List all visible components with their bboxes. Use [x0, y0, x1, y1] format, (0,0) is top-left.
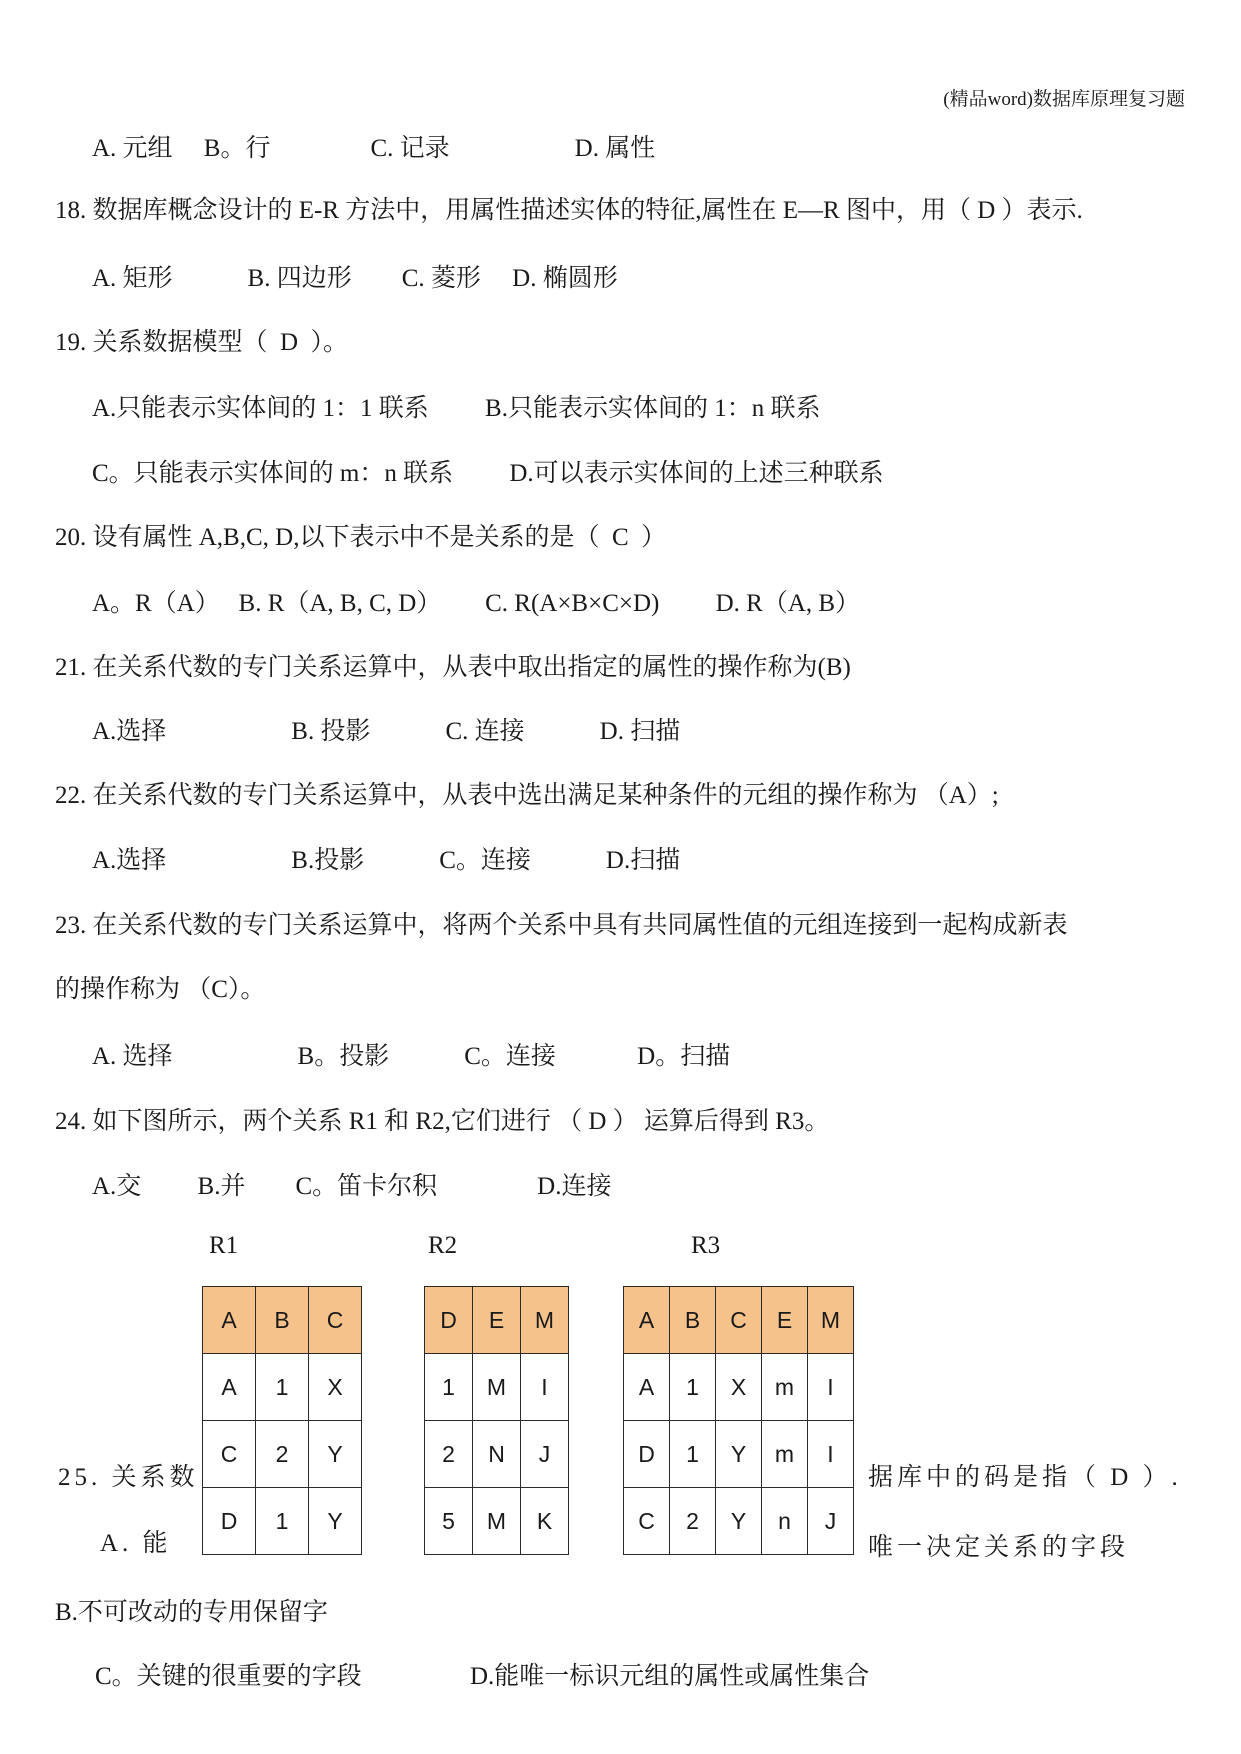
table-cell: K: [521, 1488, 569, 1555]
options-q19-cd: C。只能表示实体间的 m：n 联系 D.可以表示实体间的上述三种联系: [92, 460, 884, 487]
table-label-r3: R3: [691, 1232, 721, 1259]
options-q22: A.选择 B.投影 C。连接 D.扫描: [92, 847, 681, 874]
table-cell: 1: [425, 1354, 473, 1421]
question-19: 19. 关系数据模型（ D ）。: [55, 329, 349, 356]
question-21: 21. 在关系代数的专门关系运算中，从表中取出指定的属性的操作称为(B): [55, 654, 851, 681]
table-cell: m: [762, 1354, 808, 1421]
table-cell: X: [716, 1354, 762, 1421]
table-cell: J: [808, 1488, 854, 1555]
table-header-cell: C: [309, 1287, 362, 1354]
table-header-cell: M: [521, 1287, 569, 1354]
table-cell: m: [762, 1421, 808, 1488]
relation-table-r3: [623, 1286, 854, 1555]
table-label-r2: R2: [428, 1232, 458, 1259]
question-23-line2: 的操作称为 （C）。: [55, 976, 266, 1003]
relation-table-r1: [202, 1286, 362, 1555]
table-cell: 1: [670, 1354, 716, 1421]
table-cell: 2: [256, 1421, 309, 1488]
options-q24: A.交 B.并 C。笛卡尔积 D.连接: [92, 1173, 612, 1200]
table-cell: 1: [670, 1421, 716, 1488]
question-25-right-fragment: 据库中的码是指（ D ）.: [868, 1464, 1182, 1491]
question-25-left-fragment: 25. 关系数: [58, 1464, 199, 1491]
table-header-cell: B: [256, 1287, 309, 1354]
question-22: 22. 在关系代数的专门关系运算中，从表中选出满足某种条件的元组的操作称为 （A）;: [55, 782, 999, 809]
relation-table-r3-wrap: [623, 1286, 854, 1555]
table-cell: n: [762, 1488, 808, 1555]
option-25d: D.能唯一标识元组的属性或属性集合: [470, 1663, 870, 1690]
table-cell: D: [624, 1421, 670, 1488]
table-cell: A: [203, 1354, 256, 1421]
table-cell: C: [624, 1488, 670, 1555]
table-header-cell: C: [716, 1287, 762, 1354]
table-cell: 1: [256, 1354, 309, 1421]
relation-table-r2-wrap: [424, 1286, 569, 1555]
option-25a-left-fragment: A. 能: [100, 1530, 172, 1557]
options-q23: A. 选择 B。投影 C。连接 D。扫描: [92, 1043, 731, 1070]
question-20: 20. 设有属性 A,B,C, D,以下表示中不是关系的是（ C ）: [55, 524, 667, 551]
table-cell: I: [521, 1354, 569, 1421]
table-cell: D: [203, 1488, 256, 1555]
table-header-cell: A: [624, 1287, 670, 1354]
table-header-cell: B: [670, 1287, 716, 1354]
page-header-title: (精品word)数据库原理复习题: [943, 89, 1185, 110]
option-25a-right-fragment: 唯一决定关系的字段: [868, 1534, 1130, 1561]
table-cell: 5: [425, 1488, 473, 1555]
table-header-cell: E: [473, 1287, 521, 1354]
table-header-cell: M: [808, 1287, 854, 1354]
table-cell: 1: [256, 1488, 309, 1555]
relation-table-r2: [424, 1286, 569, 1555]
table-cell: 2: [670, 1488, 716, 1555]
table-label-r1: R1: [209, 1232, 239, 1259]
table-cell: Y: [309, 1488, 362, 1555]
table-cell: I: [808, 1354, 854, 1421]
table-cell: M: [473, 1488, 521, 1555]
table-cell: C: [203, 1421, 256, 1488]
table-header-cell: D: [425, 1287, 473, 1354]
table-header-cell: E: [762, 1287, 808, 1354]
options-q18: A. 矩形 B. 四边形 C. 菱形 D. 椭圆形: [92, 265, 618, 292]
question-23-line1: 23. 在关系代数的专门关系运算中，将两个关系中具有共同属性值的元组连接到一起构成新表: [55, 912, 1068, 939]
question-18: 18. 数据库概念设计的 E-R 方法中，用属性描述实体的特征,属性在 E—R 图中，用（ D ）表示.: [55, 197, 1083, 224]
table-cell: Y: [309, 1421, 362, 1488]
table-cell: Y: [716, 1488, 762, 1555]
options-q21: A.选择 B. 投影 C. 连接 D. 扫描: [92, 718, 681, 745]
table-cell: 2: [425, 1421, 473, 1488]
table-cell: A: [624, 1354, 670, 1421]
options-q17: A. 元组 B。行 C. 记录 D. 属性: [92, 135, 656, 162]
table-header-cell: A: [203, 1287, 256, 1354]
table-cell: X: [309, 1354, 362, 1421]
question-24: 24. 如下图所示，两个关系 R1 和 R2,它们进行 （ D ） 运算后得到 R3。: [55, 1108, 830, 1135]
table-cell: J: [521, 1421, 569, 1488]
table-cell: Y: [716, 1421, 762, 1488]
table-cell: I: [808, 1421, 854, 1488]
option-25c: C。关键的很重要的字段: [95, 1663, 362, 1690]
table-cell: N: [473, 1421, 521, 1488]
options-q20: A。R（A） B. R（A, B, C, D） C. R(A×B×C×D) D. R（A, B）: [92, 590, 861, 617]
option-25b: B.不可改动的专用保留字: [55, 1599, 328, 1626]
table-cell: M: [473, 1354, 521, 1421]
relation-table-r1-wrap: [202, 1286, 362, 1555]
options-q19-ab: A.只能表示实体间的 1：1 联系 B.只能表示实体间的 1：n 联系: [92, 395, 821, 422]
